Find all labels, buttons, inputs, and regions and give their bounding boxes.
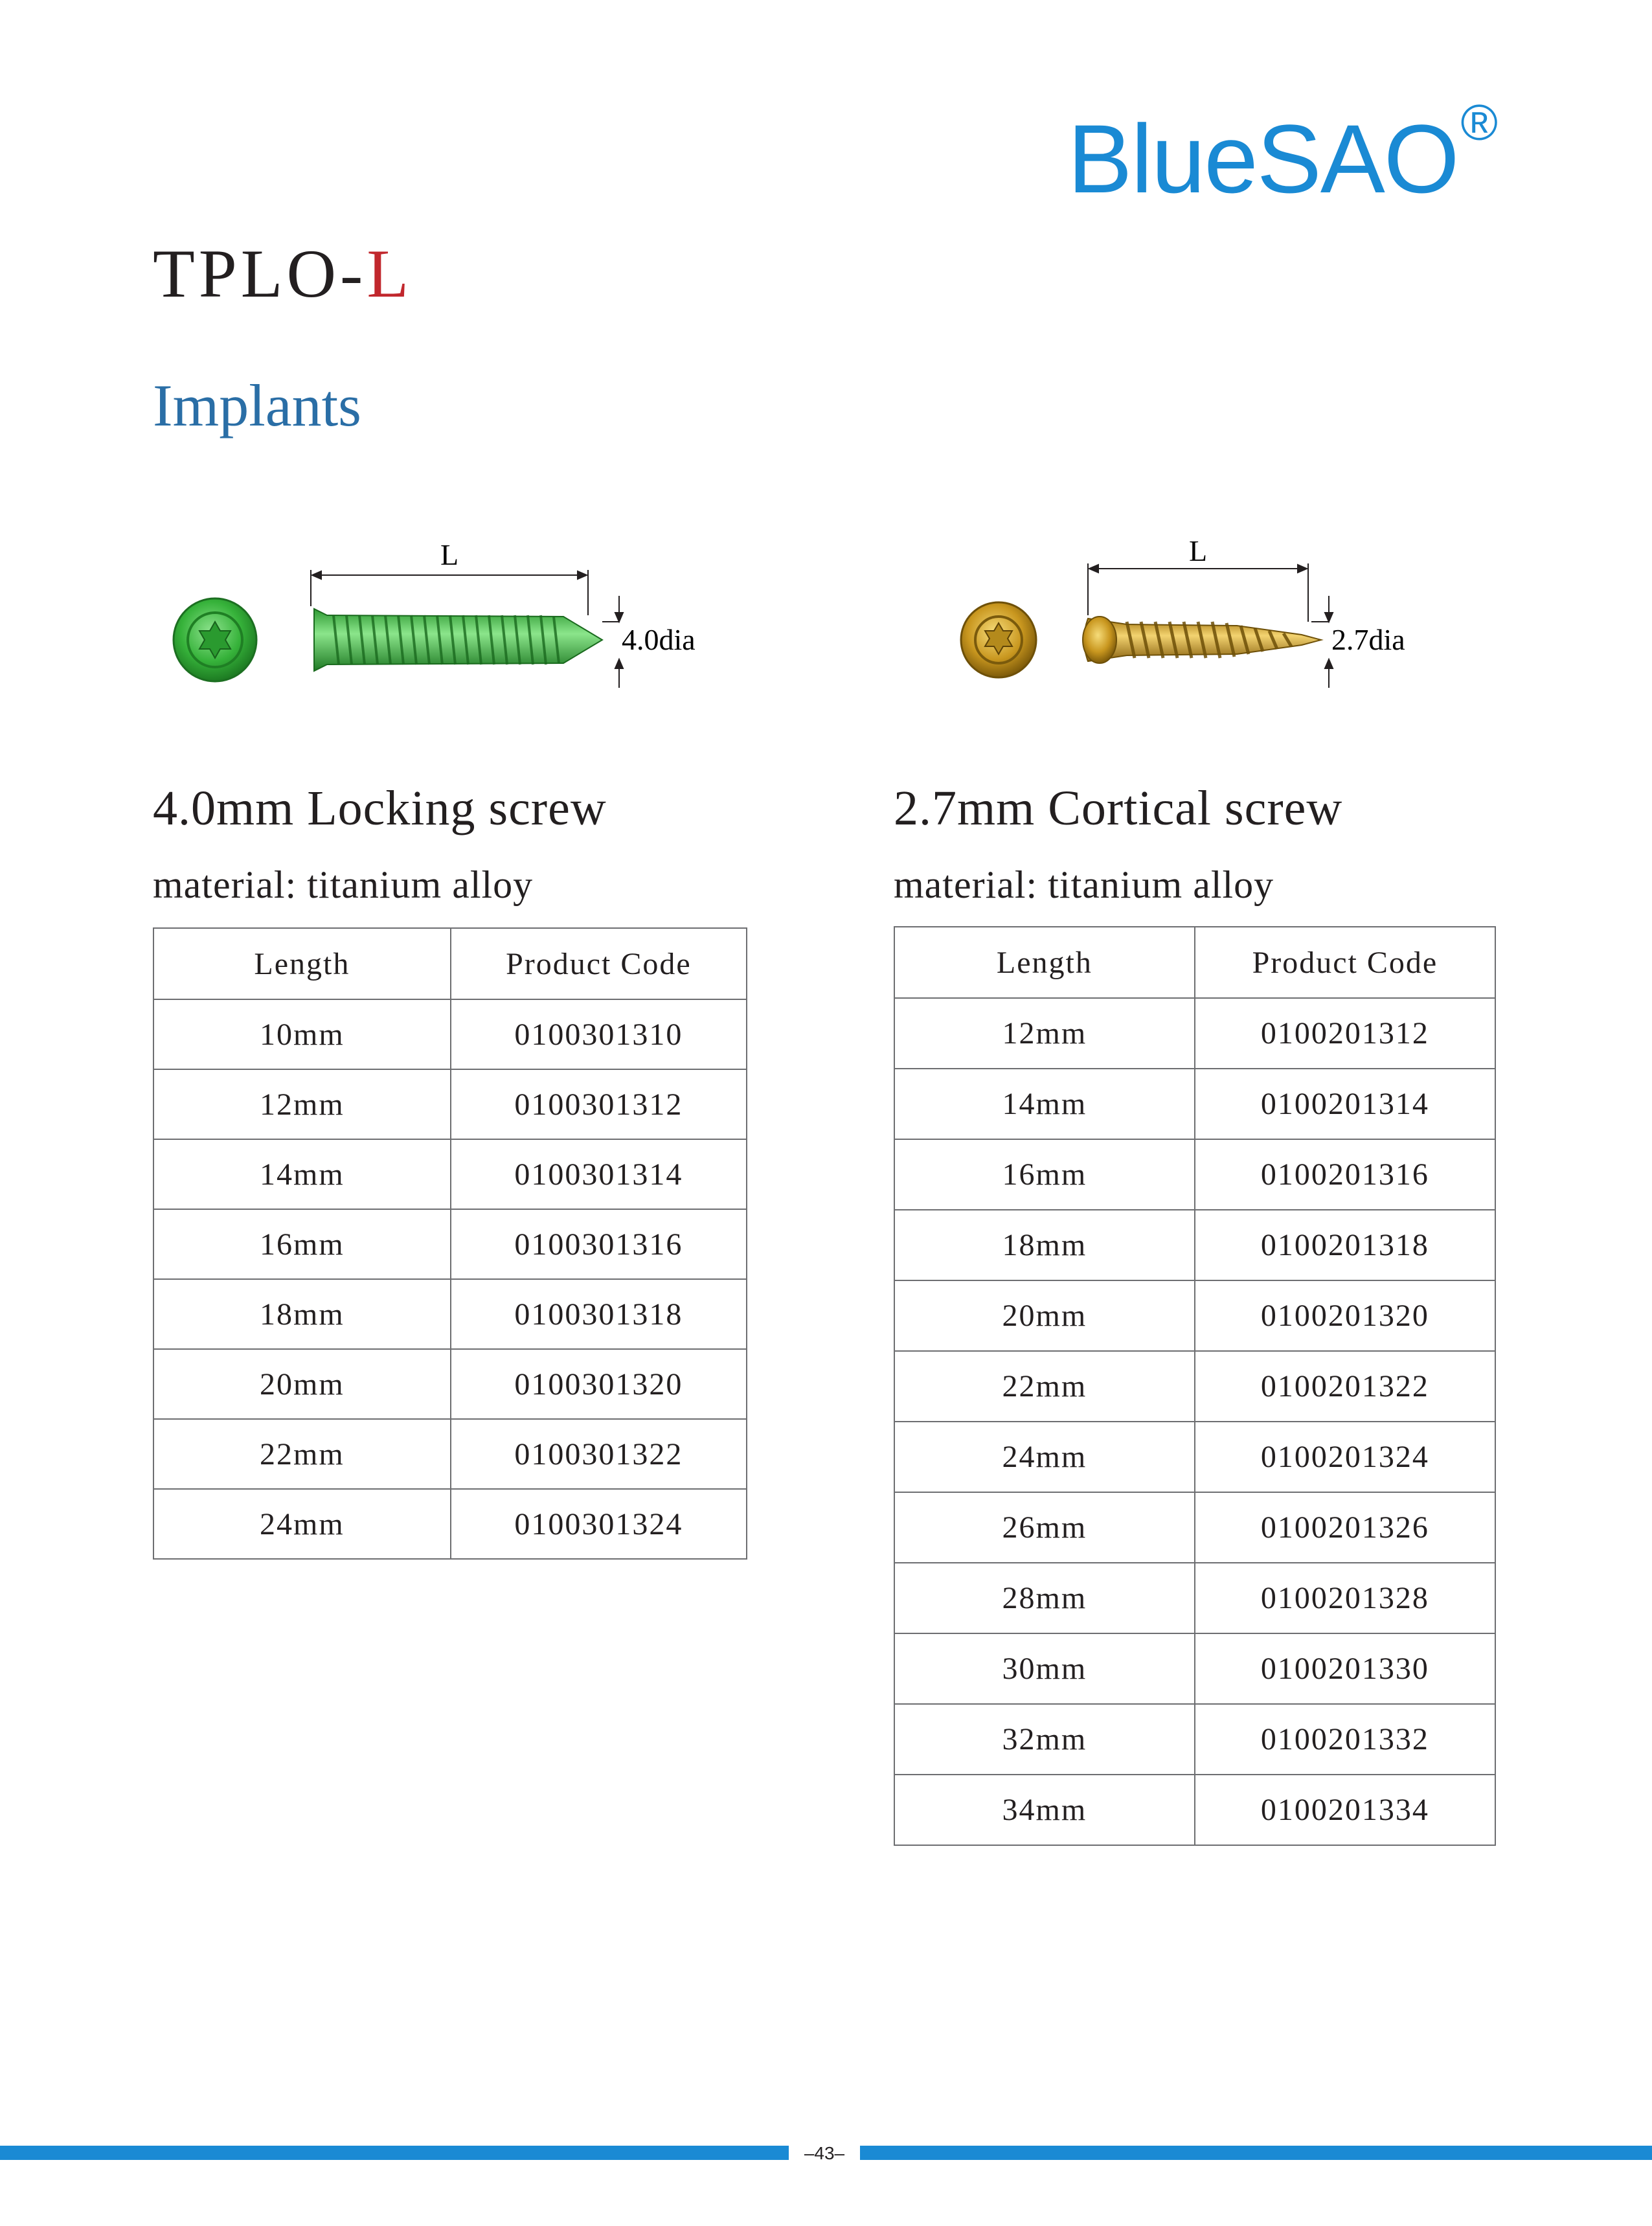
column-header-product-code: Product Code bbox=[1195, 927, 1495, 998]
cell-length: 28mm bbox=[894, 1563, 1195, 1633]
cell-length: 20mm bbox=[153, 1349, 451, 1419]
diameter-label: 4.0dia bbox=[622, 623, 696, 656]
cell-length: 20mm bbox=[894, 1280, 1195, 1351]
cortical-screw-table bbox=[894, 926, 1496, 1846]
table-row bbox=[153, 1139, 747, 1209]
cell-product-code: 0100201314 bbox=[1195, 1069, 1495, 1139]
cell-product-code: 0100201332 bbox=[1195, 1704, 1495, 1775]
column-header-length: Length bbox=[153, 928, 451, 999]
product-material-cortical: material: titanium alloy bbox=[894, 863, 1274, 906]
table-row bbox=[894, 1351, 1495, 1422]
cell-length: 10mm bbox=[153, 999, 451, 1069]
cell-length: 30mm bbox=[894, 1633, 1195, 1704]
product-title-cortical: 2.7mm Cortical screw bbox=[894, 781, 1343, 835]
cell-product-code: 0100201328 bbox=[1195, 1563, 1495, 1633]
table-row bbox=[894, 1422, 1495, 1492]
table-row bbox=[894, 1775, 1495, 1845]
table-row bbox=[153, 999, 747, 1069]
table-row bbox=[894, 1210, 1495, 1280]
table-row bbox=[894, 1492, 1495, 1563]
cortical-screw-figure bbox=[933, 518, 1515, 712]
locking-screw-table bbox=[153, 927, 747, 1560]
cell-length: 22mm bbox=[894, 1351, 1195, 1422]
footer-bar-left bbox=[0, 2146, 789, 2160]
cell-length: 18mm bbox=[894, 1210, 1195, 1280]
table-row bbox=[153, 1069, 747, 1139]
table-header-row bbox=[894, 927, 1495, 998]
cell-length: 32mm bbox=[894, 1704, 1195, 1775]
cell-product-code: 0100301318 bbox=[451, 1279, 747, 1349]
cell-length: 24mm bbox=[894, 1422, 1195, 1492]
cell-product-code: 0100201316 bbox=[1195, 1139, 1495, 1210]
table-row bbox=[894, 1704, 1495, 1775]
cell-product-code: 0100201334 bbox=[1195, 1775, 1495, 1845]
table-row bbox=[894, 1633, 1495, 1704]
column-header-length: Length bbox=[894, 927, 1195, 998]
footer-bar-right bbox=[860, 2146, 1652, 2160]
cell-length: 12mm bbox=[153, 1069, 451, 1139]
table-row bbox=[894, 1563, 1495, 1633]
cell-length: 12mm bbox=[894, 998, 1195, 1069]
table-header-row bbox=[153, 928, 747, 999]
cell-product-code: 0100301312 bbox=[451, 1069, 747, 1139]
cell-length: 18mm bbox=[153, 1279, 451, 1349]
page-number: –43– bbox=[804, 2143, 845, 2163]
cell-length: 16mm bbox=[894, 1139, 1195, 1210]
page-title bbox=[153, 236, 413, 312]
cell-product-code: 0100301316 bbox=[451, 1209, 747, 1279]
brand-name: BlueSAO bbox=[1067, 104, 1458, 213]
table-row bbox=[153, 1349, 747, 1419]
table-row bbox=[153, 1419, 747, 1489]
table-body bbox=[153, 999, 747, 1559]
page-title-accent: L bbox=[367, 236, 413, 312]
table-row bbox=[153, 1209, 747, 1279]
section-heading: Implants bbox=[153, 372, 361, 438]
cell-product-code: 0100301324 bbox=[451, 1489, 747, 1559]
cell-product-code: 0100201322 bbox=[1195, 1351, 1495, 1422]
cell-product-code: 0100201326 bbox=[1195, 1492, 1495, 1563]
cell-product-code: 0100201318 bbox=[1195, 1210, 1495, 1280]
length-label: L bbox=[1188, 534, 1208, 567]
length-dimension bbox=[311, 570, 588, 615]
cell-product-code: 0100201312 bbox=[1195, 998, 1495, 1069]
cell-length: 16mm bbox=[153, 1209, 451, 1279]
cell-product-code: 0100301320 bbox=[451, 1349, 747, 1419]
page-title-main: TPLO- bbox=[153, 236, 367, 312]
locking-screw-figure bbox=[155, 518, 738, 712]
screw-side-view bbox=[314, 609, 602, 671]
diameter-label: 2.7dia bbox=[1331, 623, 1405, 656]
product-title-locking: 4.0mm Locking screw bbox=[153, 781, 607, 835]
cell-product-code: 0100301310 bbox=[451, 999, 747, 1069]
cell-product-code: 0100301322 bbox=[451, 1419, 747, 1489]
table-row bbox=[153, 1489, 747, 1559]
table-row bbox=[153, 1279, 747, 1349]
cell-length: 34mm bbox=[894, 1775, 1195, 1845]
length-dimension bbox=[1088, 563, 1308, 622]
table-row bbox=[894, 1139, 1495, 1210]
registered-mark: ® bbox=[1460, 94, 1497, 151]
table-row bbox=[894, 1069, 1495, 1139]
screw-head-end-view bbox=[961, 602, 1036, 677]
length-label: L bbox=[440, 538, 459, 571]
cell-product-code: 0100201320 bbox=[1195, 1280, 1495, 1351]
cell-length: 14mm bbox=[153, 1139, 451, 1209]
cell-length: 26mm bbox=[894, 1492, 1195, 1563]
column-header-product-code: Product Code bbox=[451, 928, 747, 999]
diameter-dimension bbox=[602, 596, 623, 688]
screw-side-view bbox=[1083, 617, 1321, 663]
table-row bbox=[894, 1280, 1495, 1351]
screw-head-end-view bbox=[174, 598, 256, 681]
cell-length: 22mm bbox=[153, 1419, 451, 1489]
cell-product-code: 0100201324 bbox=[1195, 1422, 1495, 1492]
cell-length: 14mm bbox=[894, 1069, 1195, 1139]
brand-logo bbox=[1067, 94, 1497, 213]
cell-product-code: 0100301314 bbox=[451, 1139, 747, 1209]
cell-product-code: 0100201330 bbox=[1195, 1633, 1495, 1704]
cell-length: 24mm bbox=[153, 1489, 451, 1559]
table-row bbox=[894, 998, 1495, 1069]
table-body bbox=[894, 998, 1495, 1845]
product-material-locking: material: titanium alloy bbox=[153, 863, 534, 906]
